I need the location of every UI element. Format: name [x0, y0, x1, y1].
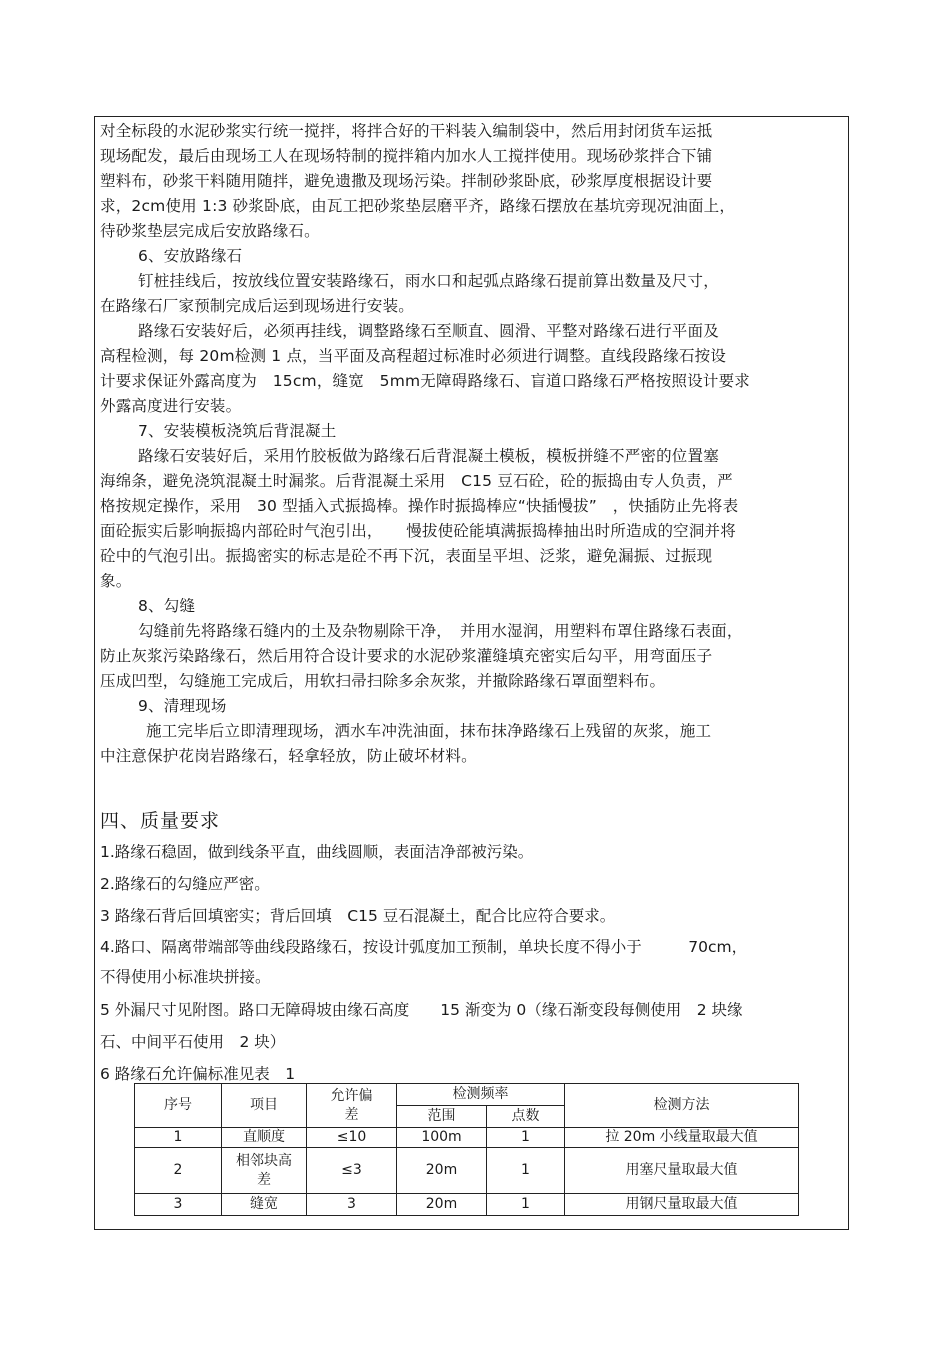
- cell-tolerance: ≤10: [307, 1128, 397, 1148]
- cell-points: 1: [487, 1148, 565, 1194]
- paragraph-line: 高程检测，每 20m检测 1 点，当平面及高程超过标准时必须进行调整。直线段路缘石按设: [100, 347, 727, 365]
- tolerance-table: [134, 1083, 799, 1216]
- paragraph-line: 求，2cm使用 1:3 砂浆卧底，由瓦工把砂浆垫层磨平齐，路缘石摆放在基坑旁现况油面上，: [100, 197, 736, 215]
- subheading: 7、安装模板浇筑后背混凝土: [138, 422, 337, 440]
- cell-method: 用钢尺量取最大值: [565, 1194, 799, 1216]
- cell-range: 20m: [397, 1148, 487, 1194]
- cell-no: 1: [135, 1128, 222, 1148]
- cell-no: 3: [135, 1194, 222, 1216]
- paragraph-line: 现场配发，最后由现场工人在现场特制的搅拌箱内加水人工搅拌使用。现场砂浆拌合下铺: [100, 147, 713, 165]
- cell-range: 100m: [397, 1128, 487, 1148]
- cell-method: 用塞尺量取最大值: [565, 1148, 799, 1194]
- paragraph-line: 路缘石安装好后，采用竹胶板做为路缘石后背混凝土模板，模板拼缝不严密的位置塞: [138, 447, 719, 465]
- paragraph-line: 钉桩挂线后，按放线位置安装路缘石，雨水口和起弧点路缘石提前算出数量及尺寸，: [138, 272, 719, 290]
- paragraph-line: 外露高度进行安装。: [100, 397, 242, 415]
- table-row: [135, 1128, 799, 1148]
- header-tolerance: 允许偏 差: [307, 1084, 397, 1128]
- cell-points: 1: [487, 1194, 565, 1216]
- paragraph-line: 砼中的气泡引出。振捣密实的标志是砼不再下沉，表面呈平坦、泛浆，避免漏振、过振现: [100, 547, 713, 565]
- quality-item: 石、中间平石使用 2 块）: [100, 1033, 286, 1051]
- cell-range: 20m: [397, 1194, 487, 1216]
- table-row: [135, 1148, 799, 1194]
- paragraph-line: 防止灰浆污染路缘石，然后用符合设计要求的水泥砂浆灌缝填充密实后勾平，用弯面压子: [100, 647, 713, 665]
- paragraph-line: 待砂浆垫层完成后安放路缘石。: [100, 222, 320, 240]
- paragraph-line: 勾缝前先将路缘石缝内的土及杂物剔除干净， 并用水湿润，用塑料布罩住路缘石表面，: [138, 622, 743, 640]
- section-title: 四、质量要求: [100, 810, 221, 832]
- quality-item: 3 路缘石背后回填密实；背后回填 C15 豆石混凝土，配合比应符合要求。: [100, 907, 616, 925]
- table-header-row: [135, 1084, 799, 1106]
- header-method: 检测方法: [565, 1084, 799, 1128]
- paragraph-line: 塑料布，砂浆干料随用随拌，避免遗撒及现场污染。拌制砂浆卧底，砂浆厚度根据设计要: [100, 172, 713, 190]
- header-item: 项目: [222, 1084, 307, 1128]
- subheading: 8、勾缝: [138, 597, 196, 615]
- paragraph-line: 中注意保护花岗岩路缘石，轻拿轻放，防止破坏材料。: [100, 747, 477, 765]
- cell-method: 拉 20m 小线量取最大值: [565, 1128, 799, 1148]
- quality-item: 不得使用小标准块拼接。: [100, 968, 271, 986]
- paragraph-line: 海绵条，避免浇筑混凝土时漏浆。后背混凝土采用 C15 豆石砼，砼的振捣由专人负责，严: [100, 472, 733, 490]
- paragraph-line: 对全标段的水泥砂浆实行统一搅拌，将拌合好的干料装入编制袋中，然后用封闭货车运抵: [100, 122, 713, 140]
- quality-item: 6 路缘石允许偏标准见表 1: [100, 1065, 296, 1083]
- cell-item: 相邻块高 差: [222, 1148, 307, 1194]
- quality-item: 2.路缘石的勾缝应严密。: [100, 875, 270, 893]
- quality-item: 1.路缘石稳固，做到线条平直，曲线圆顺，表面洁净部被污染。: [100, 843, 534, 861]
- quality-item: 5 外漏尺寸见附图。路口无障碍坡由缘石高度 15 渐变为 0（缘石渐变段每侧使用 2 块缘: [100, 1001, 743, 1019]
- header-no: 序号: [135, 1084, 222, 1128]
- header-frequency: 检测频率: [397, 1084, 565, 1106]
- header-points: 点数: [487, 1106, 565, 1128]
- cell-tolerance: ≤3: [307, 1148, 397, 1194]
- paragraph-line: 计要求保证外露高度为 15cm，缝宽 5mm无障碍路缘石、盲道口路缘石严格按照设计要求: [100, 372, 751, 390]
- subheading: 9、清理现场: [138, 697, 227, 715]
- quality-item: 4.路口、隔离带端部等曲线段路缘石，按设计弧度加工预制，单块长度不得小于 70cm，: [100, 938, 748, 956]
- subheading: 6、安放路缘石: [138, 247, 243, 265]
- paragraph-line: 象。: [100, 572, 132, 590]
- paragraph-line: 施工完毕后立即清理现场，洒水车冲洗油面，抹布抹净路缘石上残留的灰浆，施工: [146, 722, 712, 740]
- paragraph-line: 压成凹型，勾缝施工完成后，用软扫帚扫除多余灰浆，并撤除路缘石罩面塑料布。: [100, 672, 666, 690]
- cell-item: 直顺度: [222, 1128, 307, 1148]
- paragraph-line: 格按规定操作，采用 30 型插入式振捣棒。操作时振捣棒应“快插慢拔” ，快插防止先将表: [100, 497, 739, 515]
- table-row: [135, 1194, 799, 1216]
- paragraph-line: 路缘石安装好后，必须再挂线，调整路缘石至顺直、圆滑、平整对路缘石进行平面及: [138, 322, 719, 340]
- cell-tolerance: 3: [307, 1194, 397, 1216]
- cell-item: 缝宽: [222, 1194, 307, 1216]
- header-range: 范围: [397, 1106, 487, 1128]
- paragraph-line: 在路缘石厂家预制完成后运到现场进行安装。: [100, 297, 415, 315]
- cell-points: 1: [487, 1128, 565, 1148]
- paragraph-line: 面砼振实后影响振捣内部砼时气泡引出， 慢拔使砼能填满振捣棒抽出时所造成的空洞并将: [100, 522, 736, 540]
- cell-no: 2: [135, 1148, 222, 1194]
